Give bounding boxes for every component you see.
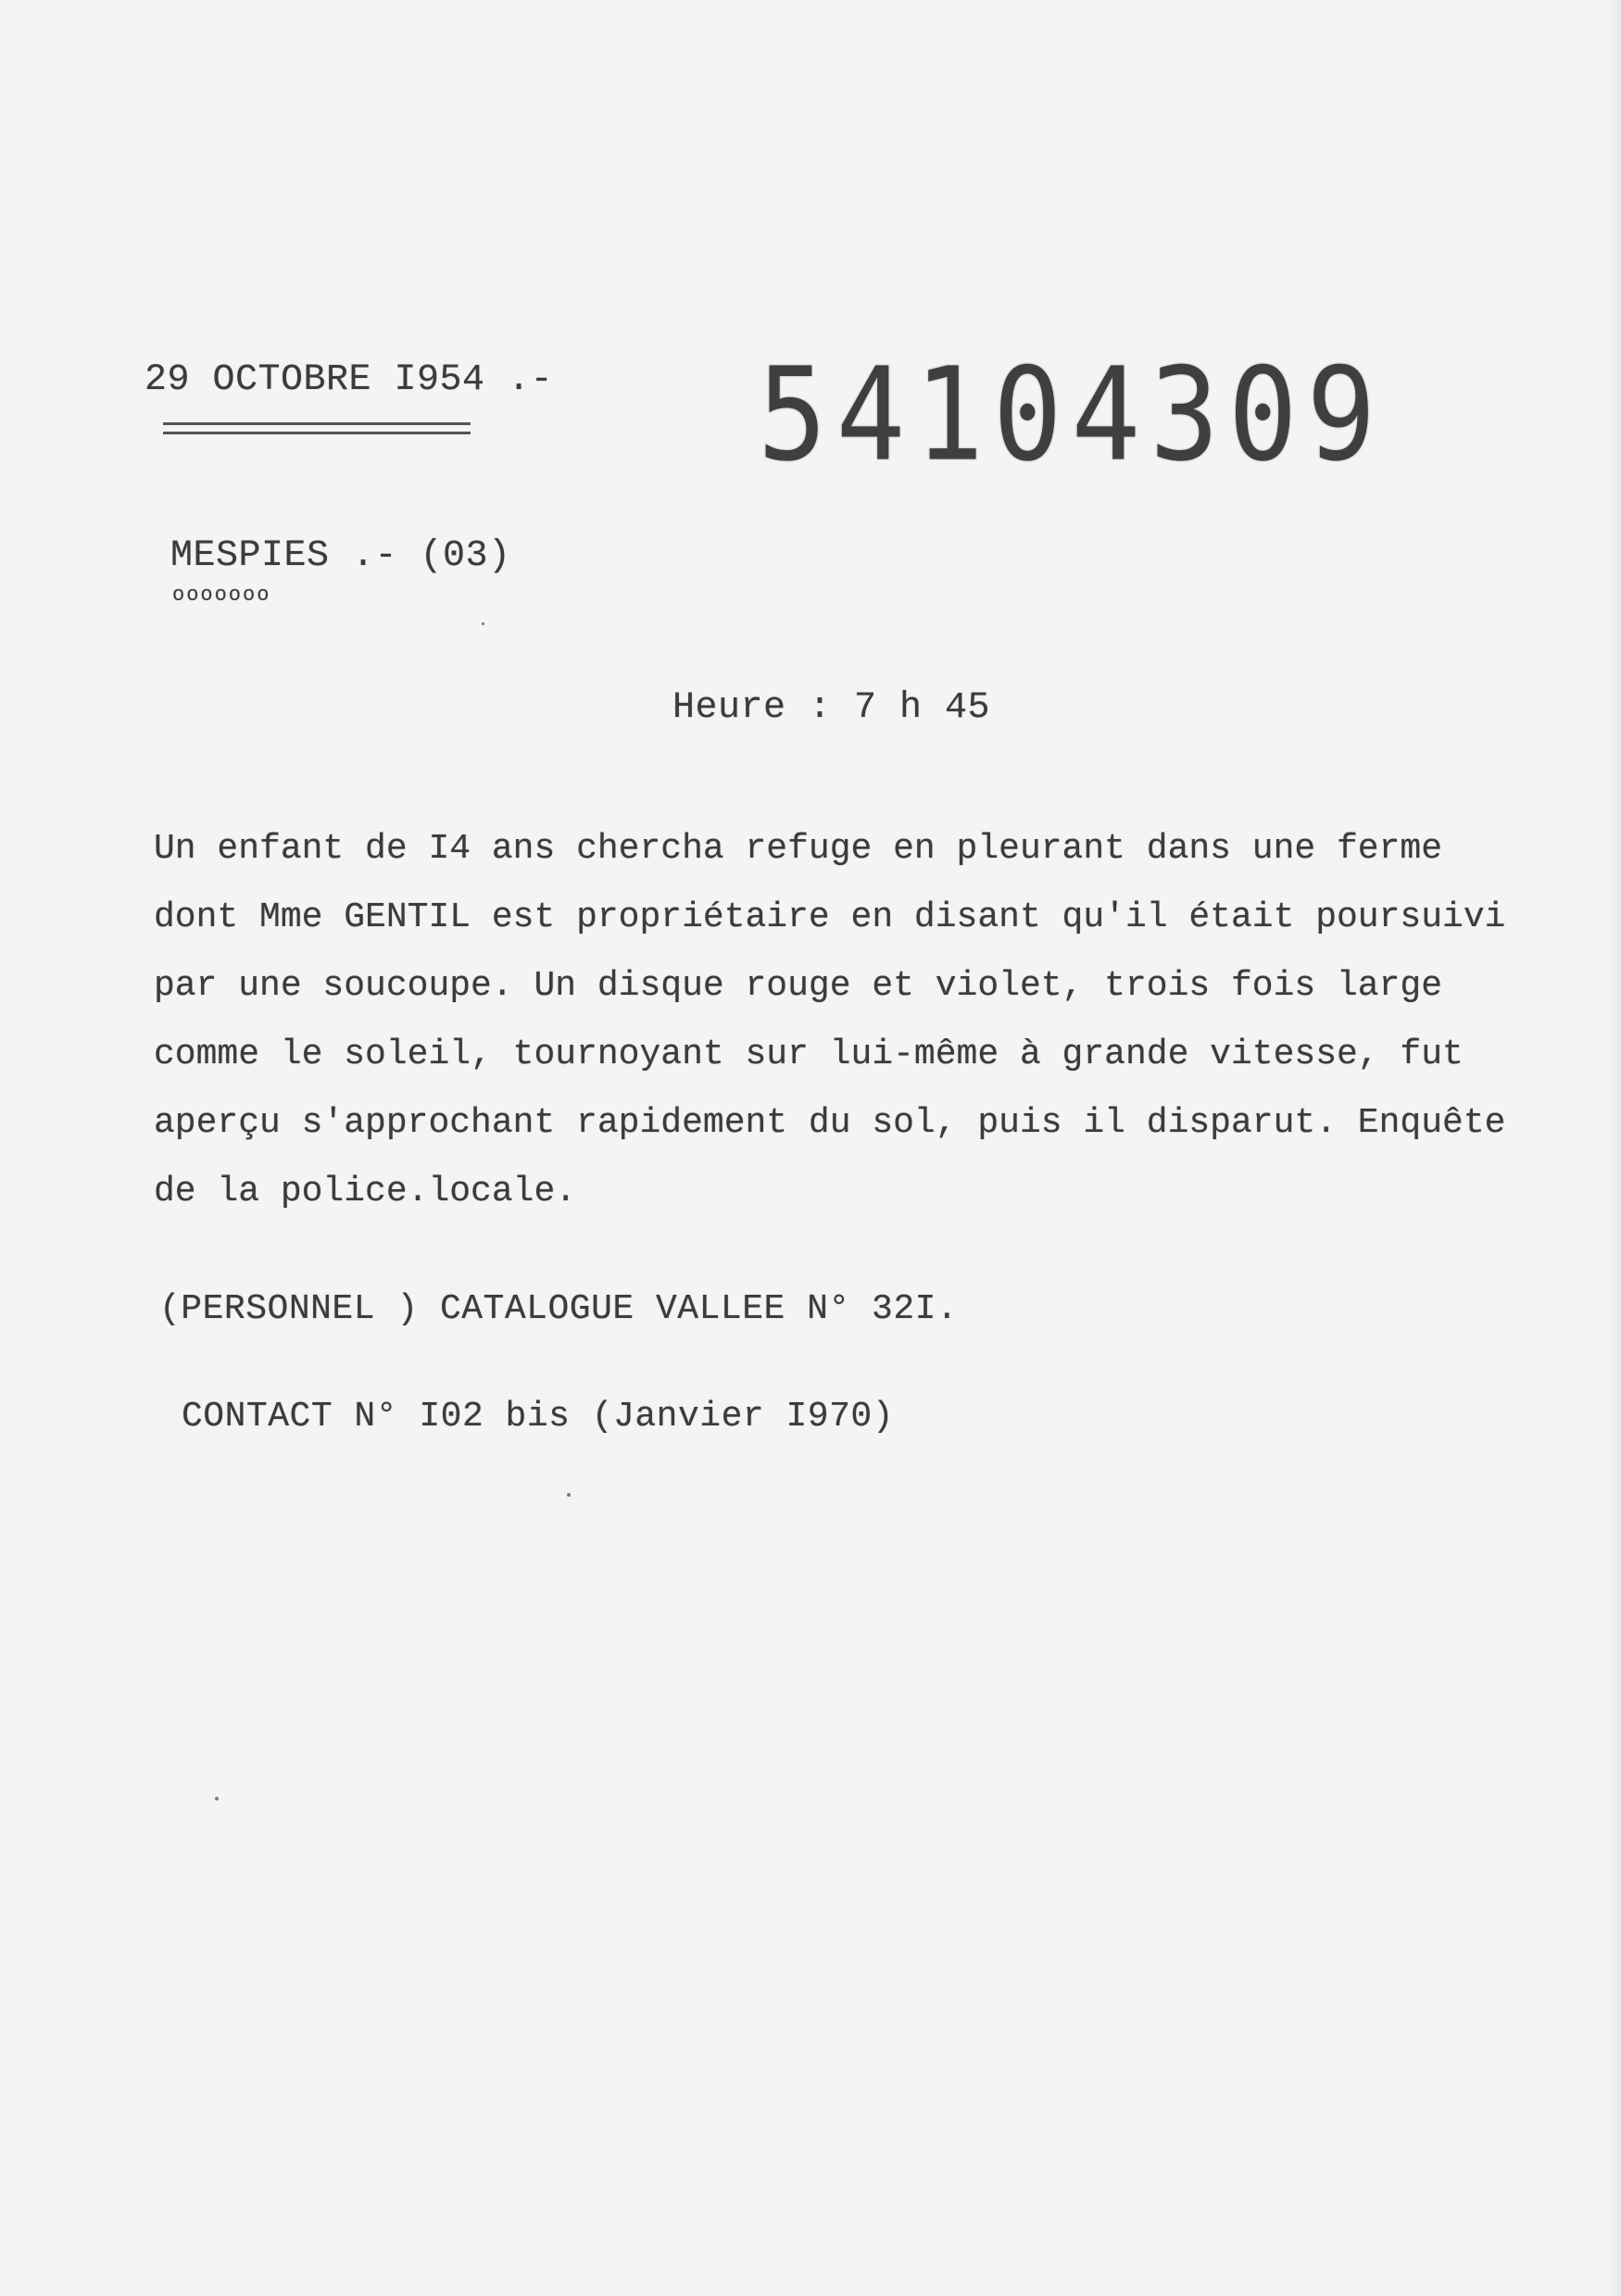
body-line: aperçu s'approchant rapidement du sol, puis il disparut. Enquête	[154, 1103, 1506, 1143]
reference-number-stamp: 54104309	[758, 341, 1386, 491]
location-heading: MESPIES .- (03)	[170, 535, 511, 577]
date-underline	[163, 422, 471, 425]
body-line: Un enfant de I4 ans chercha refuge en pleurant dans une ferme	[154, 829, 1443, 869]
location-underline: ooooooo	[172, 583, 271, 607]
page-edge-shadow	[1608, 0, 1621, 2296]
body-line: de la police.locale.	[154, 1172, 577, 1211]
body-line: dont Mme GENTIL est propriétaire en disant qu'il était poursuivi	[154, 897, 1506, 937]
ink-speck	[482, 622, 484, 625]
contact-reference: CONTACT N° I02 bis (Janvier I970)	[182, 1397, 895, 1437]
catalogue-reference: (PERSONNEL ) CATALOGUE VALLEE N° 32I.	[159, 1289, 959, 1329]
date-double-underline	[163, 432, 471, 434]
ink-speck	[215, 1797, 219, 1800]
body-line: par une soucoupe. Un disque rouge et violet, trois fois large	[154, 966, 1443, 1006]
report-date: 29 OCTOBRE I954 .-	[145, 359, 554, 401]
report-body	[154, 815, 1562, 1226]
time-line: Heure : 7 h 45	[672, 687, 991, 729]
ink-speck	[567, 1493, 571, 1497]
body-line: comme le soleil, tournoyant sur lui-même à grande vitesse, fut	[154, 1035, 1464, 1074]
